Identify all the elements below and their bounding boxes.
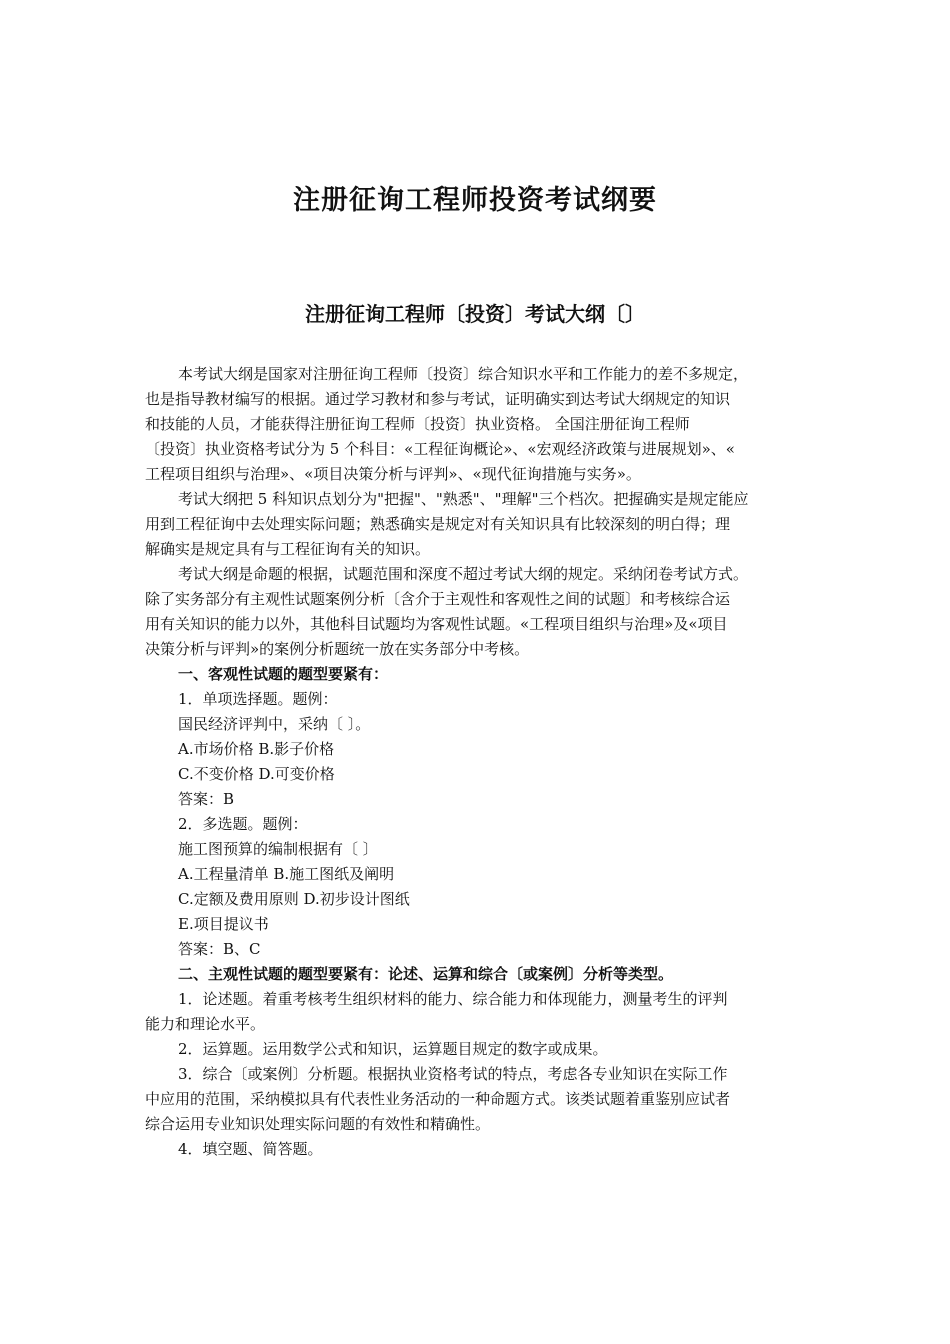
answer-line: 答案：B、C <box>178 940 261 958</box>
option-line: A.市场价格 B.影子价格 <box>178 740 335 758</box>
paragraph-line: 3．综合〔或案例〕分析题。根据执业资格考试的特点，考虑各专业知识在实际工作 <box>178 1065 728 1083</box>
paragraph-line: 考试大纲把 5 科知识点划分为"把握"、"熟悉"、"理解"三个档次。把握确实是规定能应 <box>178 490 749 508</box>
document-title: 注册征询工程师投资考试纲要 <box>293 185 657 216</box>
paragraph-line: 能力和理论水平。 <box>145 1015 266 1033</box>
paragraph-line: 〔投资〕执业资格考试分为 5 个科目：«工程征询概论»、«宏观经济政策与进展规划»、« <box>145 440 735 458</box>
paragraph-line: 解确实是规定具有与工程征询有关的知识。 <box>145 540 431 558</box>
question-type-line: 2．多选题。题例： <box>178 815 308 833</box>
paragraph-line: 本考试大纲是国家对注册征询工程师〔投资〕综合知识水平和工作能力的差不多规定， <box>178 365 749 383</box>
answer-line: 答案：B <box>178 790 235 808</box>
paragraph-line: 考试大纲是命题的根据，试题范围和深度不超过考试大纲的规定。采纳闭卷考试方式。 <box>178 565 749 583</box>
option-line: C.不变价格 D.可变价格 <box>178 765 335 783</box>
paragraph-line: 也是指导教材编写的根据。通过学习教材和参与考试，证明确实到达考试大纲规定的知识 <box>145 390 731 408</box>
question-type-line: 1．单项选择题。题例： <box>178 690 338 708</box>
document-body <box>145 362 810 1162</box>
section-heading: 二、主观性试题的题型要紧有：论述、运算和综合〔或案例〕分析等类型。 <box>178 965 674 983</box>
paragraph-line: 用到工程征询中去处理实际问题；熟悉确实是规定对有关知识具有比较深刻的明白得；理 <box>145 515 731 533</box>
example-question-line: 国民经济评判中，采纳〔 〕。 <box>178 715 371 733</box>
document-subtitle: 注册征询工程师〔投资〕考试大纲〔〕 <box>305 302 645 326</box>
paragraph-line: 中应用的范围，采纳模拟具有代表性业务活动的一种命题方式。该类试题着重鉴别应试者 <box>145 1090 731 1108</box>
paragraph-line: 4．填空题、简答题。 <box>178 1140 323 1158</box>
paragraph-line: 决策分析与评判»的案例分析题统一放在实务部分中考核。 <box>145 640 530 658</box>
paragraph-line: 用有关知识的能力以外，其他科目试题均为客观性试题。«工程项目组织与治理»及«项目 <box>145 615 728 633</box>
option-line: E.项目提议书 <box>178 915 269 933</box>
paragraph-line: 除了实务部分有主观性试题案例分析〔含介于主观性和客观性之间的试题〕和考核综合运 <box>145 590 731 608</box>
paragraph-line: 工程项目组织与治理»、«项目决策分析与评判»、«现代征询措施与实务»。 <box>145 465 641 483</box>
section-heading: 一、客观性试题的题型要紧有： <box>178 665 389 683</box>
paragraph-line: 2．运算题。运用数学公式和知识，运算题目规定的数字或成果。 <box>178 1040 608 1058</box>
paragraph-line: 1．论述题。着重考核考生组织材料的能力、综合能力和体现能力，测量考生的评判 <box>178 990 728 1008</box>
paragraph-line: 和技能的人员，才能获得注册征询工程师〔投资〕执业资格。 全国注册征询工程师 <box>145 415 690 433</box>
paragraph-line: 综合运用专业知识处理实际问题的有效性和精确性。 <box>145 1115 491 1133</box>
example-question-line: 施工图预算的编制根据有〔 〕 <box>178 840 378 858</box>
option-line: A.工程量清单 B.施工图纸及阐明 <box>178 865 395 883</box>
option-line: C.定额及费用原则 D.初步设计图纸 <box>178 890 410 908</box>
